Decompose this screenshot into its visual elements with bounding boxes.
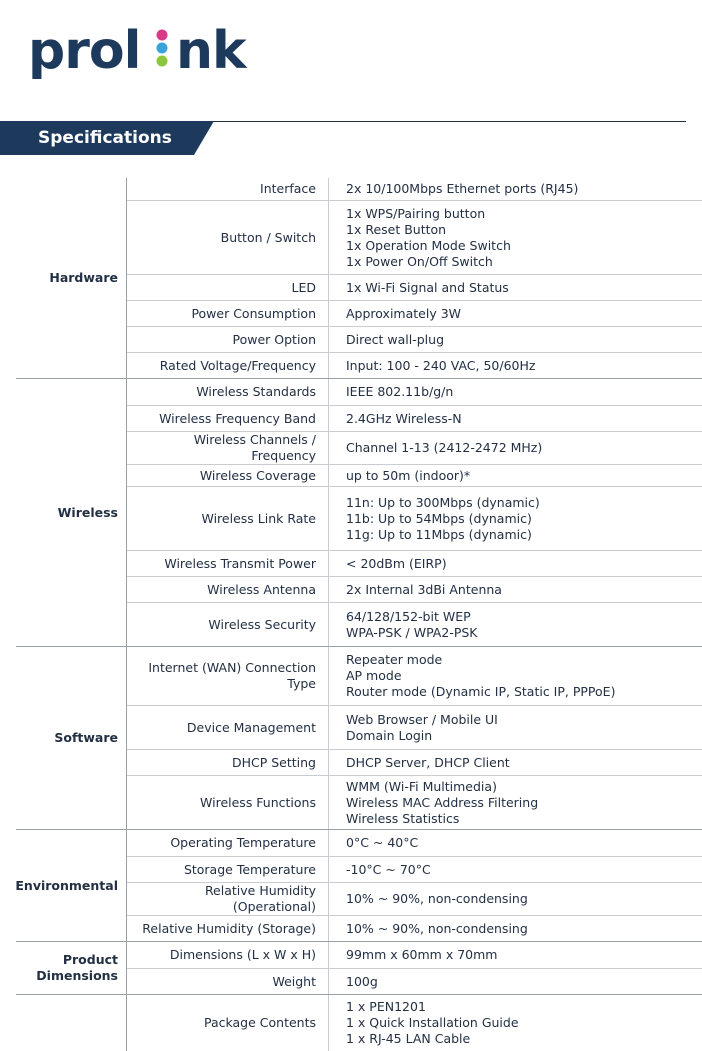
section-software (16, 646, 702, 829)
spec-label: Package Contents (127, 995, 329, 1051)
spec-value (329, 603, 702, 646)
spec-value (329, 916, 702, 941)
spec-value-line: 2.4GHz Wireless-N (346, 410, 462, 426)
spec-value (329, 883, 702, 915)
spec-value-line: Web Browser / Mobile UI (346, 711, 498, 727)
spec-value (329, 465, 702, 486)
spec-row (127, 942, 702, 968)
spec-label: Device Management (127, 706, 329, 749)
spec-value-line: 10% ~ 90%, non-condensing (346, 920, 528, 936)
spec-value-line: -10°C ~ 70°C (346, 861, 431, 877)
specifications-banner (0, 121, 214, 155)
spec-value (329, 551, 702, 576)
spec-label: Relative Humidity (Operational) (127, 883, 329, 915)
spec-value (329, 487, 702, 550)
spec-row (127, 405, 702, 431)
spec-value (329, 301, 702, 326)
spec-row (127, 431, 702, 464)
section-rows (126, 379, 702, 646)
spec-value-line: WPA-PSK / WPA2-PSK (346, 624, 478, 640)
section-package (16, 994, 702, 1051)
spec-label: Button / Switch (127, 201, 329, 274)
spec-label: Wireless Functions (127, 776, 329, 829)
spec-value-line: Input: 100 - 240 VAC, 50/60Hz (346, 357, 536, 373)
section-label: Environmental (15, 877, 118, 893)
spec-row (127, 379, 702, 405)
spec-row (127, 300, 702, 326)
spec-label: Interface (127, 178, 329, 200)
spec-row (127, 705, 702, 749)
spec-label: Dimensions (L x W x H) (127, 942, 329, 968)
spec-value-line: up to 50m (indoor)* (346, 467, 471, 483)
spec-value-line: IEEE 802.11b/g/n (346, 384, 454, 399)
spec-row (127, 550, 702, 576)
spec-label: Internet (WAN) Connection Type (127, 647, 329, 705)
svg-text:nk: nk (176, 21, 246, 81)
spec-row (127, 882, 702, 915)
spec-value-line: Approximately 3W (346, 305, 462, 321)
spec-value-line: 64/128/152-bit WEP (346, 608, 471, 624)
section-product-dimensions (16, 941, 702, 994)
spec-value (329, 327, 702, 352)
spec-label: Storage Temperature (127, 857, 329, 882)
section-rows (126, 178, 702, 378)
spec-value (329, 969, 702, 994)
spec-value-line: Repeater mode (346, 652, 443, 667)
svg-text:prol: prol (28, 21, 141, 81)
spec-value-line: Channel 1-13 (2412-2472 MHz) (346, 440, 543, 455)
spec-row (127, 775, 702, 829)
section-label: Product Dimensions (36, 952, 118, 983)
spec-value (329, 432, 702, 464)
spec-value (329, 830, 702, 856)
spec-value-line: 1x WPS/Pairing button (346, 205, 486, 221)
spec-value-line: DHCP Server, DHCP Client (346, 754, 510, 770)
spec-row (127, 749, 702, 775)
spec-value-line: 2x 10/100Mbps Ethernet ports (RJ45) (346, 181, 579, 196)
spec-value-line: 10% ~ 90%, non-condensing (346, 891, 528, 906)
section-label: Software (54, 730, 118, 745)
spec-row (127, 830, 702, 856)
spec-row (127, 576, 702, 602)
spec-label: Wireless Frequency Band (127, 406, 329, 431)
spec-label: LED (127, 275, 329, 300)
spec-value-line: 11g: Up to 11Mbps (dynamic) (346, 526, 532, 542)
spec-row (127, 602, 702, 646)
section-environmental (16, 829, 702, 941)
spec-value-line: 0°C ~ 40°C (346, 835, 419, 850)
page-title: Specifications (38, 128, 172, 148)
spec-value (329, 275, 702, 300)
spec-value-line: 1 x PEN1201 (346, 999, 426, 1014)
spec-label: Power Option (127, 327, 329, 352)
header-rule (200, 121, 686, 122)
section-rows (126, 995, 702, 1051)
spec-value (329, 379, 702, 405)
spec-row (127, 915, 702, 941)
section-rows (126, 942, 702, 994)
spec-label: Wireless Security (127, 603, 329, 646)
spec-label: Wireless Link Rate (127, 487, 329, 550)
spec-label: Wireless Channels / Frequency (127, 432, 329, 464)
spec-value-line: Wireless Statistics (346, 810, 460, 826)
spec-value-line: AP mode (346, 668, 402, 683)
spec-label: Power Consumption (127, 301, 329, 326)
spec-row (127, 486, 702, 550)
spec-value (329, 201, 702, 274)
spec-value-line: 1x Wi-Fi Signal and Status (346, 279, 509, 295)
section-rows (126, 647, 702, 829)
spec-value (329, 995, 702, 1051)
spec-value-line: 1x Reset Button (346, 221, 447, 237)
spec-value-line: Wireless MAC Address Filtering (346, 794, 539, 810)
spec-value (329, 776, 702, 829)
spec-value-line: Direct wall-plug (346, 331, 445, 347)
spec-label: Wireless Standards (127, 379, 329, 405)
spec-value (329, 647, 702, 705)
spec-row (127, 968, 702, 994)
spec-value-line: WMM (Wi-Fi Multimedia) (346, 778, 497, 794)
prolink-logo (28, 18, 248, 84)
spec-value (329, 706, 702, 749)
spec-row (127, 856, 702, 882)
spec-row (127, 274, 702, 300)
spec-label: Operating Temperature (127, 830, 329, 856)
spec-row (127, 178, 702, 200)
spec-label: Wireless Coverage (127, 465, 329, 486)
section-label: Hardware (49, 270, 118, 285)
spec-value (329, 406, 702, 431)
spec-value-line: 1 x RJ-45 LAN Cable (346, 1031, 471, 1046)
spec-label: Wireless Transmit Power (127, 551, 329, 576)
spec-label: Rated Voltage/Frequency (127, 353, 329, 378)
spec-value (329, 178, 702, 200)
spec-value-line: 2x Internal 3dBi Antenna (346, 581, 502, 597)
section-hardware (16, 178, 702, 378)
spec-value (329, 750, 702, 775)
section-label: Wireless (57, 504, 118, 520)
spec-value-line: 99mm x 60mm x 70mm (346, 947, 498, 962)
prolink-logo-mark (28, 18, 248, 84)
spec-value (329, 857, 702, 882)
spec-label: DHCP Setting (127, 750, 329, 775)
spec-value-line: 11b: Up to 54Mbps (dynamic) (346, 510, 532, 526)
section-label (16, 995, 126, 1051)
spec-value (329, 577, 702, 602)
section-rows (126, 830, 702, 941)
section-wireless (16, 378, 702, 646)
spec-label: Weight (127, 969, 329, 994)
spec-value-line: 1x Operation Mode Switch (346, 237, 511, 253)
spec-value (329, 942, 702, 968)
spec-value (329, 353, 702, 378)
spec-value-line: Domain Login (346, 727, 433, 743)
spec-row (127, 326, 702, 352)
spec-row (127, 352, 702, 378)
spec-row (127, 464, 702, 486)
spec-value-line: 100g (346, 973, 378, 989)
spec-row (127, 995, 702, 1051)
spec-label: Wireless Antenna (127, 577, 329, 602)
spec-value-line: < 20dBm (EIRP) (346, 555, 447, 571)
spec-value-line: 1 x Quick Installation Guide (346, 1015, 519, 1030)
spec-row (127, 647, 702, 705)
spec-row (127, 200, 702, 274)
spec-value-line: Router mode (Dynamic IP, Static IP, PPPoE) (346, 684, 616, 699)
spec-value-line: 11n: Up to 300Mbps (dynamic) (346, 494, 540, 510)
specifications-table (16, 178, 702, 1051)
spec-value-line: 1x Power On/Off Switch (346, 253, 493, 269)
spec-label: Relative Humidity (Storage) (127, 916, 329, 941)
